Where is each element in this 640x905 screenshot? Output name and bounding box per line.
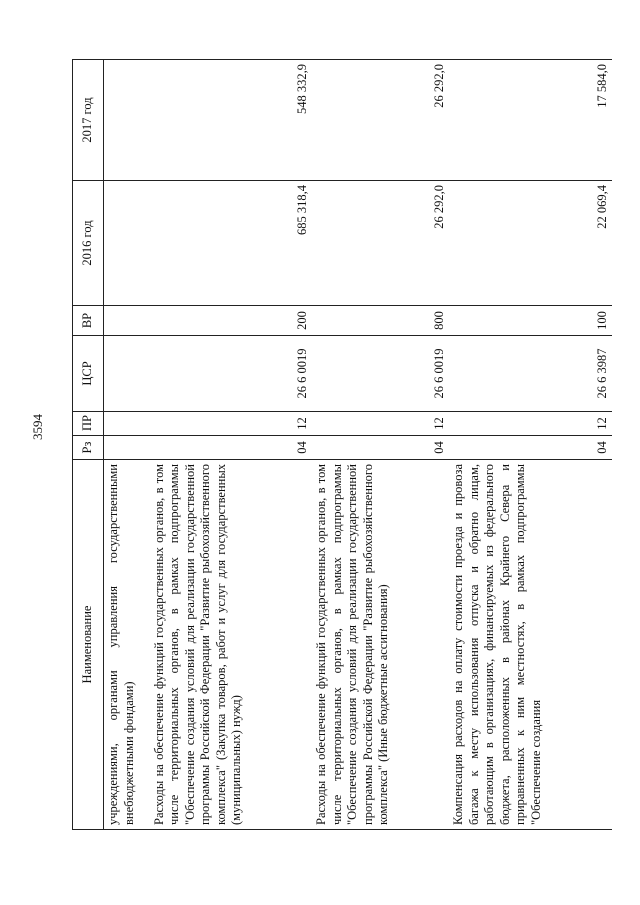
- header-pr: ПР: [73, 412, 104, 436]
- table-row: [104, 60, 150, 830]
- row-2016: 22 069,4: [449, 181, 612, 306]
- row-2017: 26 292,0: [312, 60, 449, 181]
- row-vr: 100: [449, 306, 612, 336]
- header-name: Наименование: [73, 460, 104, 830]
- header-csr: ЦСР: [73, 336, 104, 412]
- row-pr: 12: [150, 412, 313, 436]
- rotated-table-wrap: [72, 60, 612, 830]
- header-row: [73, 60, 104, 830]
- row-rz: 04: [449, 436, 612, 460]
- header-rz: Рз: [73, 436, 104, 460]
- row-2017: 17 584,0: [449, 60, 612, 181]
- table-row: [150, 60, 313, 830]
- row-vr: 200: [150, 306, 313, 336]
- row-pr: [104, 412, 150, 436]
- row-2016: 26 292,0: [312, 181, 449, 306]
- budget-table: [72, 59, 612, 830]
- row-vr: 800: [312, 306, 449, 336]
- table-row: [312, 60, 449, 830]
- row-rz: 04: [150, 436, 313, 460]
- row-name: учреждениями, органами управления государственными внебюджетными фондами): [104, 460, 150, 830]
- row-csr: 26 6 0019: [312, 336, 449, 412]
- row-name: Расходы на обеспечение функций государственных органов, в том числе территориальных органов, в рамках подпрограммы "Обеспечение создания условий для реализации государственной программы Российской Федерации "Развитие рыбохозяйственного комплекса" (Иные бюджетные ассигнования): [312, 460, 449, 830]
- header-2016: 2016 год: [73, 181, 104, 306]
- row-pr: 12: [449, 412, 612, 436]
- row-csr: [104, 336, 150, 412]
- row-csr: 26 6 0019: [150, 336, 313, 412]
- row-2016: 685 318,4: [150, 181, 313, 306]
- row-2016: [104, 181, 150, 306]
- row-vr: [104, 306, 150, 336]
- header-2017: 2017 год: [73, 60, 104, 181]
- row-name: Компенсация расходов на оплату стоимости проезда и провоза багажа к месту использования отпуска и обратно лицам, работающим в организациях, финансируемых из федерального бюджета, расположенных в районах Крайнего Севера и приравненных к ним местностях, в рамках подпрограммы "Обеспечение создания: [449, 460, 612, 830]
- row-csr: 26 6 3987: [449, 336, 612, 412]
- row-rz: 04: [312, 436, 449, 460]
- page-number: 3594: [30, 414, 45, 440]
- row-2017: [104, 60, 150, 181]
- row-pr: 12: [312, 412, 449, 436]
- header-vr: ВР: [73, 306, 104, 336]
- row-rz: [104, 436, 150, 460]
- table-row: [449, 60, 612, 830]
- row-2017: 548 332,9: [150, 60, 313, 181]
- row-name: Расходы на обеспечение функций государственных органов, в том числе территориальных органов, в рамках подпрограммы "Обеспечение создания условий для реализации государственной программы Российской Федерации "Развитие рыбохозяйственного комплекса" (Закупка товаров, работ и услуг для государственных (муниципальных) нужд): [150, 460, 313, 830]
